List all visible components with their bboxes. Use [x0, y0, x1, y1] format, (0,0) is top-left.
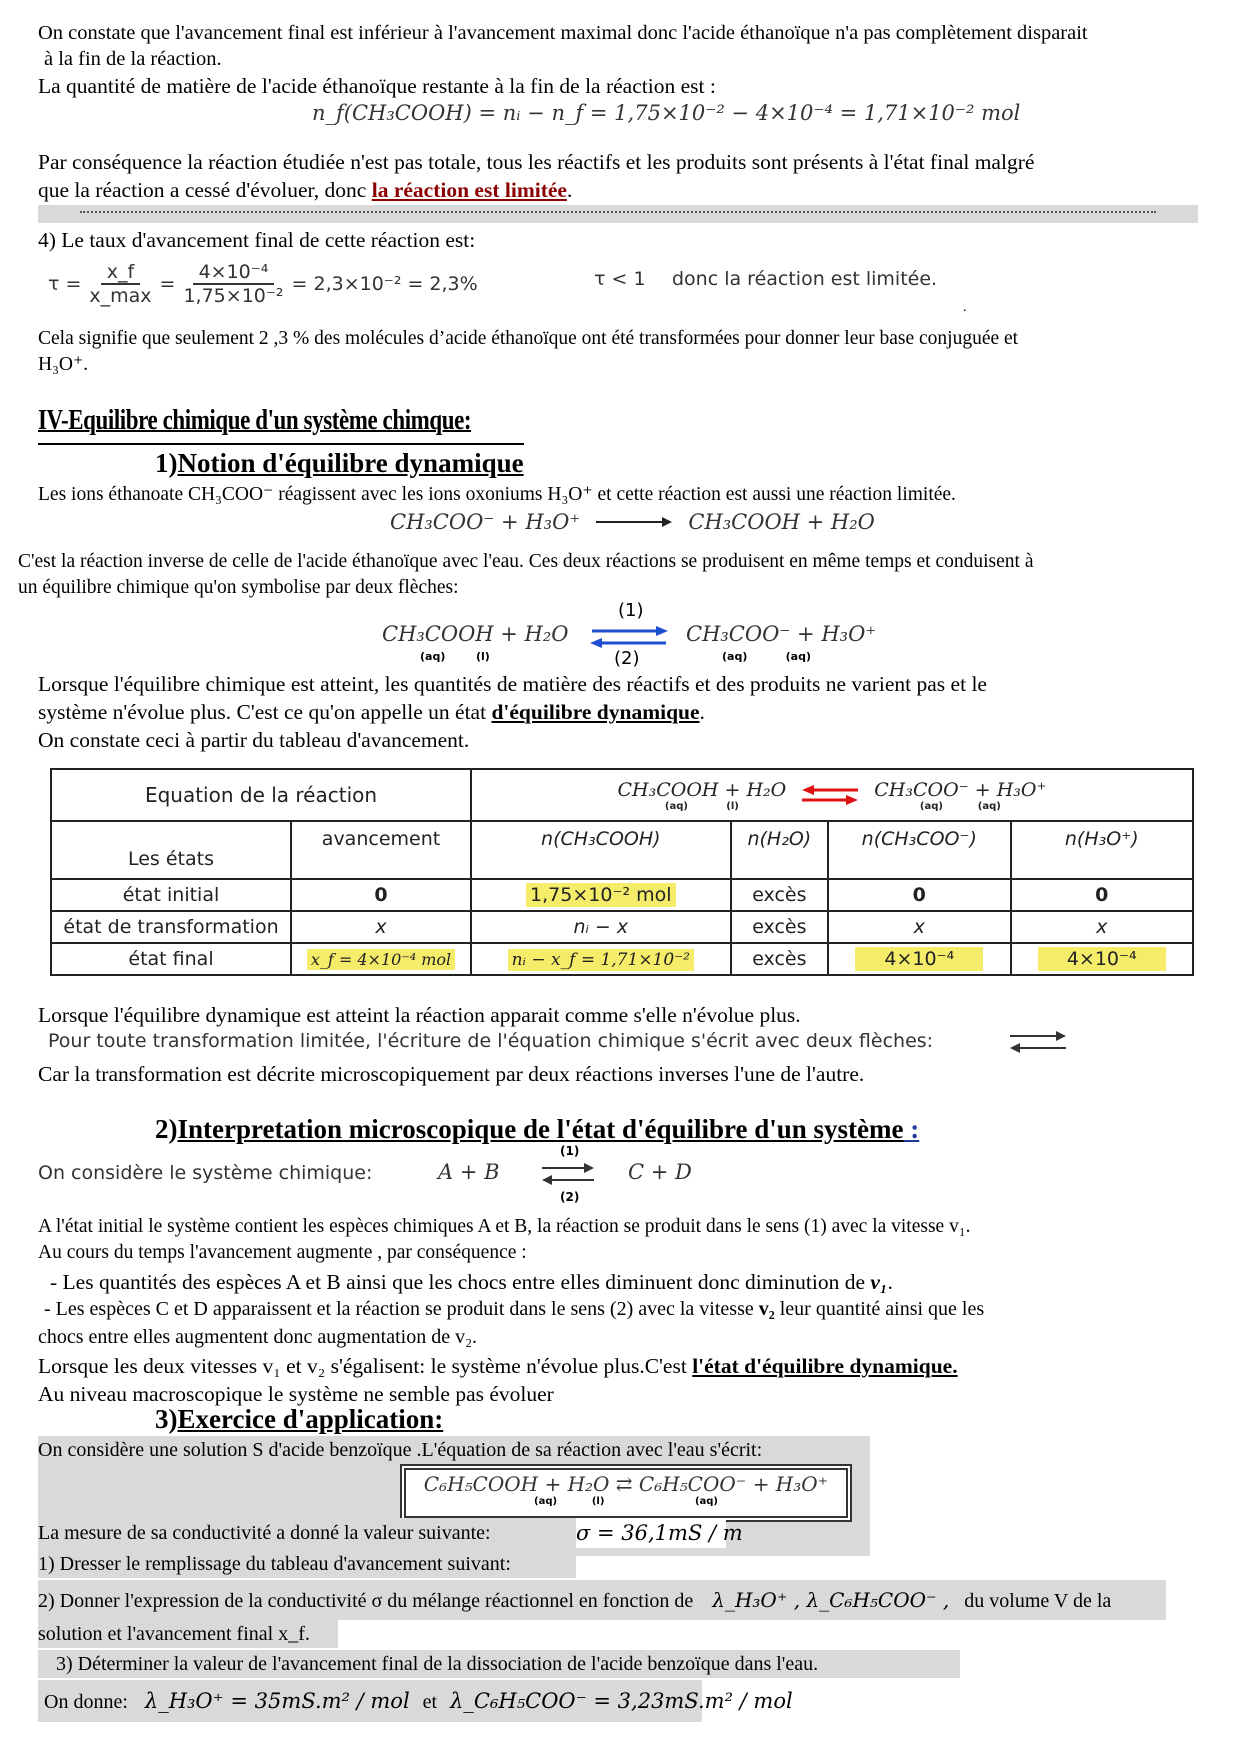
tau-condition-text: donc la réaction est limitée.	[672, 268, 938, 290]
limited-reaction-emphasis: la réaction est limitée	[371, 178, 567, 202]
given-label: On donne:	[44, 1691, 128, 1713]
advancement-table	[50, 768, 1194, 976]
section-iv-underline	[38, 443, 524, 445]
period: .	[887, 1270, 893, 1294]
sub-heading-3-title: Exercice d'application:	[177, 1404, 444, 1434]
row-initial-oxonium: 0	[1011, 879, 1193, 911]
header-n-base: n(CH₃COO⁻)	[828, 821, 1010, 879]
row-final-oxonium	[1011, 943, 1193, 975]
limited-reaction-text: que la réaction a cessé d'évoluer, donc	[38, 178, 372, 202]
system-line-4	[44, 1296, 984, 1322]
system-intro: On considère le système chimique:	[38, 1162, 373, 1184]
section-iv-title: IV-Equilibre chimique d'un système chimque:	[38, 405, 472, 436]
equilibrium-eq-right: CH₃COO⁻ + H₃O⁺	[686, 622, 877, 646]
row-final-acid	[471, 943, 731, 975]
inverse-eq-left: CH₃COO⁻ + H₃O⁺	[390, 510, 581, 534]
right-arrow-icon	[594, 515, 674, 529]
sub-heading-3	[155, 1404, 443, 1435]
conductivity-value: σ = 36,1mS / m	[576, 1518, 726, 1548]
exercise-q3: 3) Déterminer la valeur de l'avancement final de la dissociation de l'acide benzoïque dans l'eau.	[38, 1650, 960, 1678]
exercise-q2-line2: solution et l'avancement final x_f.	[38, 1620, 338, 1648]
after-table-line-2: Pour toute transformation limitée, l'écriture de l'équation chimique s'écrit avec deux flèches:	[48, 1030, 934, 1052]
row-final-adv-value: x_f = 4×10⁻⁴ mol	[307, 949, 455, 970]
exercise-q2-end: du volume V de la	[964, 1590, 1112, 1612]
sub-heading-3-num: 3)	[155, 1404, 178, 1434]
velocity-v2: v₂	[758, 1298, 775, 1320]
row-initial-acid-value: 1,75×10⁻² mol	[526, 883, 676, 907]
frac-den-xmax: x_max	[89, 285, 152, 307]
row-initial-adv: 0	[291, 879, 471, 911]
table-intro: On constate ceci à partir du tableau d'avancement.	[38, 728, 470, 752]
exercise-q1: 1) Dresser le remplissage du tableau d'avancement suivant:	[38, 1550, 576, 1578]
inverse-paragraph-2: un équilibre chimique qu'on symbolise par deux flèches:	[18, 577, 459, 598]
fraction-values	[183, 261, 283, 307]
system-line-6-text: Lorsque les deux vitesses v₁ et v₂ s'égalisent: le système n'évolue plus.C'est	[38, 1354, 693, 1378]
row-transformation-adv: x	[291, 911, 471, 943]
sub-heading-1	[155, 448, 524, 479]
system-line-1: A l'état initial le système contient les espèces chimiques A et B, la réaction se produit dans le sens (1) avec la vitesse v₁.	[38, 1216, 971, 1237]
lambda-oxonium-value: λ_H₃O⁺ = 35mS.m² / mol	[144, 1689, 410, 1713]
equilibrium-paragraph-1: Lorsque l'équilibre chimique est atteint, les quantités de matière des réactifs et des produits ne varient pas et le	[38, 672, 987, 696]
row-initial-label: état initial	[51, 879, 291, 911]
equilibrium-paragraph-2	[38, 698, 705, 726]
row-final-water: excès	[731, 943, 828, 975]
dotted-separator	[80, 211, 1156, 213]
table-eq-left-states: (aq) (l)	[664, 800, 739, 812]
sub-heading-2-colon: :	[903, 1114, 920, 1144]
fraction-xf-xmax	[89, 261, 151, 307]
benzoic-equation: C₆H₅COOH + H₂O ⇄ C₆H₅COO⁻ + H₃O⁺	[423, 1472, 829, 1496]
conductivity-text: La mesure de sa conductivité a donné la valeur suivante:	[38, 1522, 491, 1544]
sub-heading-2-num: 2)	[155, 1114, 178, 1144]
header-n-water: n(H₂O)	[731, 821, 828, 879]
tau-meaning-1: Cela signifie que seulement 2 ,3 % des molécules d’acide éthanoïque ont été transformées pour donner leur base conjuguée et	[38, 328, 1019, 349]
header-states: Les états	[51, 821, 291, 879]
frac-den-value: 1,75×10⁻²	[183, 285, 284, 307]
inverse-eq-right: CH₃COOH + H₂O	[688, 510, 875, 534]
double-arrow-icon	[1008, 1026, 1068, 1058]
system-line-2: Au cours du temps l'avancement augmente , par conséquence :	[38, 1242, 527, 1263]
table-eq-right: CH₃COO⁻ + H₃O⁺	[874, 778, 1047, 801]
row-transformation-water: excès	[731, 911, 828, 943]
header-advancement: avancement	[291, 821, 471, 879]
equilibrium-double-arrow-icon	[588, 624, 670, 650]
remaining-amount-formula: n_f(CH₃COOH) = nᵢ − n_f = 1,75×10⁻² − 4×10⁻⁴ = 1,71×10⁻² mol	[312, 101, 1021, 125]
exercise-intro: On considère une solution S d'acide benzoïque .L'équation de sa réaction avec l'eau s'écrit:	[38, 1436, 870, 1464]
row-final-oxonium-value: 4×10⁻⁴	[1038, 947, 1166, 971]
gray-separator-bar	[38, 205, 1198, 223]
sub-heading-2	[155, 1114, 919, 1145]
header-n-acid: n(CH₃COOH)	[471, 821, 731, 879]
conclusion-line-1: On constate que l'avancement final est inférieur à l'avancement maximal donc l'acide éthanoïque n'a pas complètement disparait	[38, 22, 1088, 44]
dynamic-equilibrium-state: l'état d'équilibre dynamique.	[692, 1354, 958, 1378]
row-transformation-oxonium: x	[1011, 911, 1193, 943]
system-line-3	[50, 1268, 893, 1296]
system-arrow-label-2: (2)	[560, 1190, 580, 1204]
tau-formula: τ = x_f x_max = $\frac{\text{4×10⁻⁴}}{\text{1,75×10⁻²}}$ = 2,3×10⁻² = 2,3%	[48, 261, 478, 307]
row-final-label: état final	[51, 943, 291, 975]
after-table-line-1: Lorsque l'équilibre dynamique est atteint la réaction apparait comme s'elle n'évolue plus.	[38, 1003, 801, 1027]
row-initial-base: 0	[828, 879, 1010, 911]
period: .	[699, 700, 705, 724]
system-line-6	[38, 1352, 958, 1380]
row-final-adv	[291, 943, 471, 975]
after-table-line-3: Car la transformation est décrite microscopiquement par deux réactions inverses l'une de l'autre.	[38, 1062, 865, 1086]
row-initial-water: excès	[731, 879, 828, 911]
tau-symbol: τ =	[48, 273, 82, 295]
row-final-base-value: 4×10⁻⁴	[855, 947, 983, 971]
table-eq-right-states: (aq) (aq)	[919, 800, 1001, 812]
limited-reaction-paragraph-2	[38, 176, 572, 204]
row-transformation-label: état de transformation	[51, 911, 291, 943]
row-final-acid-value: nᵢ − x_f = 1,71×10⁻²	[508, 949, 694, 971]
velocity-v1: v₁	[870, 1270, 888, 1294]
equilibrium-eq-left-states: (aq) (l)	[420, 650, 490, 663]
given-values	[38, 1680, 793, 1722]
q4-text: 4) Le taux d'avancement final de cette réaction est:	[38, 228, 476, 252]
system-arrow-label-1: (1)	[560, 1144, 580, 1158]
red-equilibrium-arrows-icon	[800, 784, 860, 806]
sub-heading-2-title: Interpretation microscopique de l'état d'équilibre d'un système	[177, 1114, 904, 1144]
conclusion-line-2: à la fin de la réaction.	[44, 48, 222, 70]
tau-condition: τ < 1	[594, 268, 646, 290]
sub-heading-1-num: 1)	[155, 448, 178, 478]
table-eq-left: CH₃COOH + H₂O	[617, 778, 787, 801]
row-transformation-base: x	[828, 911, 1010, 943]
equilibrium-text: système n'évolue plus. C'est ce qu'on appelle un état	[38, 700, 492, 724]
lambda-benzoate-value: λ_C₆H₅COO⁻ = 3,23mS.m² / mol	[450, 1689, 793, 1713]
exercise-q2-line1	[38, 1580, 1166, 1620]
arrow-label-2: (2)	[614, 648, 640, 669]
tau-meaning-2: H₃O⁺.	[38, 354, 89, 375]
arrow-label-1: (1)	[618, 600, 644, 621]
limited-reaction-paragraph-1: Par conséquence la réaction étudiée n'est pas totale, tous les réactifs et les produits sont présents à l'état final malgré	[38, 150, 1035, 174]
system-line-7: Au niveau macroscopique le système ne semble pas évoluer	[38, 1382, 554, 1406]
equilibrium-eq-right-states: (aq) (aq)	[722, 650, 811, 663]
dynamic-equilibrium-term: d'équilibre dynamique	[491, 700, 700, 724]
conclusion-line-3: La quantité de matière de l'acide éthanoïque restante à la fin de la réaction est :	[38, 74, 716, 98]
given-and: et	[422, 1691, 438, 1713]
system-line-4-end: leur quantité ainsi que les	[774, 1298, 985, 1320]
period: .	[566, 178, 573, 202]
inverse-paragraph-1: C'est la réaction inverse de celle de l'acide éthanoïque avec l'eau. Ces deux réactions se produisent en même temps et conduisent à	[18, 551, 1034, 572]
row-initial-acid	[471, 879, 731, 911]
system-eq-left: A + B	[438, 1160, 500, 1184]
row-transformation-acid: nᵢ − x	[471, 911, 731, 943]
system-line-5: chocs entre elles augmentent donc augmentation de v₂.	[38, 1326, 478, 1348]
benzoic-equation-box	[400, 1464, 852, 1522]
stray-dot: .	[963, 300, 967, 315]
system-line-4-text: - Les espèces C et D apparaissent et la réaction se produit dans le sens (2) avec la vitesse	[44, 1298, 759, 1320]
ethanoate-paragraph: Les ions éthanoate CH₃COO⁻ réagissent avec les ions oxoniums H₃O⁺ et cette réaction est aussi une réaction limitée.	[38, 484, 956, 505]
tau-result: = 2,3×10⁻² = 2,3%	[291, 273, 478, 295]
frac-num-xf: x_f	[101, 261, 140, 285]
benzoic-equation-states: (aq) (l) (aq)	[534, 1496, 718, 1507]
system-eq-right: C + D	[628, 1160, 692, 1184]
system-line-3-text: - Les quantités des espèces A et B ainsi que les chocs entre elles diminuent donc diminution de	[50, 1270, 871, 1294]
table-equation-label: Equation de la réaction	[51, 769, 471, 821]
table-equation-cell	[471, 769, 1193, 821]
exercise-q2-lambdas: λ_H₃O⁺ , λ_C₆H₅COO⁻ ,	[712, 1588, 950, 1612]
header-n-oxonium: n(H₃O⁺)	[1011, 821, 1193, 879]
sub-heading-1-title: Notion d'équilibre dynamique	[177, 448, 524, 478]
system-double-arrow-icon	[540, 1162, 596, 1186]
row-final-base	[828, 943, 1010, 975]
exercise-q2-text: 2) Donner l'expression de la conductivité σ du mélange réactionnel en fonction de	[38, 1590, 694, 1612]
inverse-reaction-equation	[390, 510, 875, 534]
equilibrium-eq-left: CH₃COOH + H₂O	[382, 622, 569, 646]
frac-num-value: 4×10⁻⁴	[193, 261, 275, 285]
